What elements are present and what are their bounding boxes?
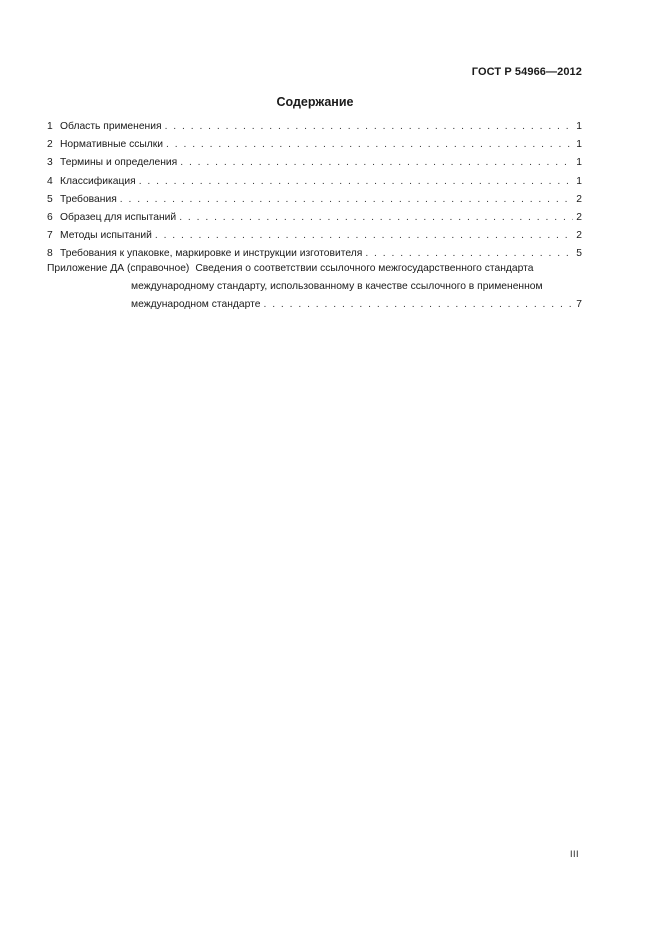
annex-line-1 [47,263,582,281]
toc-item-number: 7 [47,230,53,242]
toc-item-label: Требования [60,193,117,205]
toc-item[interactable] [47,121,582,139]
toc-item[interactable] [47,176,582,194]
toc-item-number: 4 [47,175,53,187]
annex-title-line-1: Сведения о соответствии ссылочного межгосударственного стандарта [195,263,534,274]
toc-item-page: 2 [576,211,582,223]
annex-line-2 [47,281,582,299]
toc-item-page: 5 [576,248,582,260]
toc-item[interactable] [47,230,582,248]
dot-leader [263,299,573,310]
toc-item-page: 1 [576,175,582,187]
toc-item-label: Классификация [60,175,136,187]
toc-item-label: Образец для испытаний [60,211,177,223]
annex-title-line-3: международном стандарте [131,299,261,311]
toc-item-page: 1 [576,157,582,169]
toc-item-page: 2 [576,230,582,242]
annex-page: 7 [576,299,582,311]
page-number: III [569,849,579,859]
toc-item[interactable] [47,139,582,157]
dot-leader [139,176,573,187]
toc-item-page: 1 [576,121,582,132]
toc-item-label: Область применения [60,121,162,132]
dot-leader [165,121,573,132]
toc-item[interactable] [47,212,582,230]
toc-item-number: 8 [47,248,53,260]
dot-leader [155,230,573,241]
dot-leader [179,212,573,223]
toc-item-number: 5 [47,193,53,205]
annex-title-line-2: международному стандарту, использованному в качестве ссылочного в примененном [131,281,543,293]
toc-item-number: 3 [47,157,53,169]
toc-annex-item[interactable] [47,263,582,318]
toc-item-label: Методы испытаний [60,230,152,242]
dot-leader [120,194,573,205]
dot-leader [166,139,573,150]
table-of-contents [47,121,582,267]
toc-item-page: 1 [576,139,582,151]
annex-line-3 [47,299,582,317]
toc-item-number: 6 [47,211,53,223]
toc-item-label: Требования к упаковке, маркировке и инструкции изготовителя [60,248,363,260]
toc-item-number: 2 [47,139,53,151]
dot-leader [180,157,573,168]
dot-leader [365,248,573,259]
toc-item[interactable] [47,194,582,212]
document-code: ГОСТ Р 54966—2012 [471,66,582,78]
toc-title: Содержание [276,95,354,109]
toc-item-label: Нормативные ссылки [60,139,164,151]
toc-item-page: 2 [576,193,582,205]
annex-label: Приложение ДА (справочное) [47,263,190,274]
toc-item-number: 1 [47,121,53,132]
toc-item[interactable] [47,157,582,175]
toc-item-label: Термины и определения [60,157,178,169]
